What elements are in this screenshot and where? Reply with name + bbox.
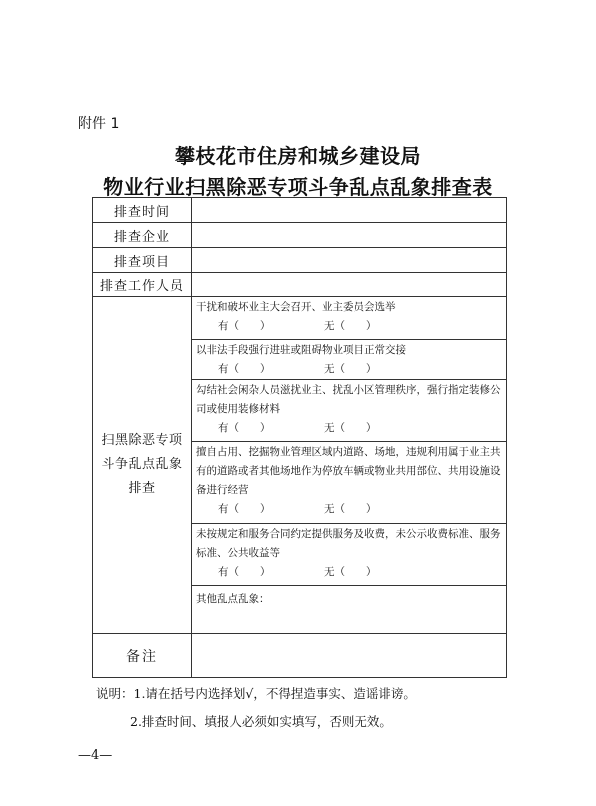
inspection-form-table (92, 197, 507, 678)
check-item-text: 未按规定和服务合同约定提供服务及收费，未公示收费标准、服务标准、公共收益等 (196, 528, 501, 559)
option-yes[interactable]: 有（ ） (218, 503, 271, 515)
title-line-2: 物业行业扫黑除恶专项斗争乱点乱象排查表 (103, 175, 493, 199)
label-check-items: 扫黑除恶专项斗争乱点乱象排查 (93, 297, 192, 634)
label-remark: 备注 (93, 634, 192, 678)
field-inspection-project[interactable] (192, 248, 507, 273)
note-line-1: 说明：1.请在括号内选择划√，不得捏造事实、造谣诽谤。 (96, 686, 416, 701)
check-item-other[interactable] (192, 586, 507, 634)
option-yes[interactable]: 有（ ） (218, 566, 271, 578)
field-inspection-staff[interactable] (192, 273, 507, 297)
check-item-text: 勾结社会闲杂人员滋扰业主、扰乱小区管理秩序，强行指定装修公司或使用装修材料 (196, 384, 501, 415)
option-no[interactable]: 无（ ） (324, 422, 377, 434)
page-number: —4— (78, 748, 113, 763)
check-item-3 (192, 380, 507, 442)
label-inspection-project: 排查项目 (93, 248, 192, 273)
title-line-1: 攀枝花市住房和城乡建设局 (175, 144, 421, 168)
note-line-2: 2.排查时间、填报人必须如实填写，否则无效。 (130, 714, 392, 729)
option-yes[interactable]: 有（ ） (218, 422, 271, 434)
option-no[interactable]: 无（ ） (324, 363, 377, 375)
label-inspection-time: 排查时间 (93, 198, 192, 223)
check-item-text: 干扰和破坏业主大会召开、业主委员会选举 (196, 301, 396, 313)
check-item-text: 以非法手段强行进驻或阻碍物业项目正常交接 (196, 344, 406, 356)
check-item-text: 擅自占用、挖掘物业管理区域内道路、场地，违规利用属于业主共有的道路或者其他场地作为停放车辆或物业共用部位、共用设施设备进行经营 (196, 446, 501, 496)
option-yes[interactable]: 有（ ） (218, 363, 271, 375)
option-yes[interactable]: 有（ ） (218, 320, 271, 332)
field-remark[interactable] (192, 634, 507, 678)
check-item-4 (192, 442, 507, 524)
label-inspection-company: 排查企业 (93, 223, 192, 248)
check-item-5 (192, 524, 507, 586)
other-issues-label: 其他乱点乱象： (196, 593, 270, 605)
option-no[interactable]: 无（ ） (324, 503, 377, 515)
option-no[interactable]: 无（ ） (324, 566, 377, 578)
option-no[interactable]: 无（ ） (324, 320, 377, 332)
label-inspection-staff: 排查工作人员 (93, 273, 192, 297)
field-inspection-company[interactable] (192, 223, 507, 248)
attachment-label: 附件 1 (78, 116, 120, 132)
check-item-1 (192, 297, 507, 340)
check-item-2 (192, 340, 507, 380)
field-inspection-time[interactable] (192, 198, 507, 223)
